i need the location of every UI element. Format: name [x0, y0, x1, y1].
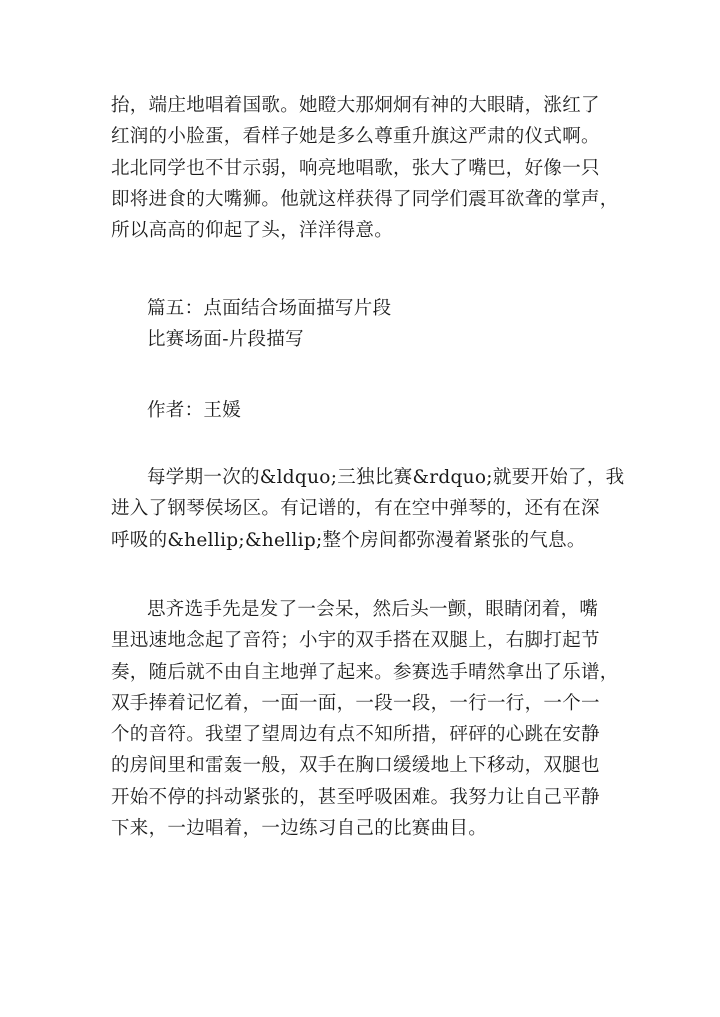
- text-line: 所以高高的仰起了头，洋洋得意。: [111, 220, 394, 242]
- text-line: 即将进食的大嘴狮。他就这样获得了同学们震耳欲聋的掌声，: [111, 188, 619, 210]
- paragraph-national-anthem: [111, 90, 619, 246]
- text-line: 思齐选手先是发了一会呆，然后头一颤，眼睛闭着，嘴: [147, 599, 599, 620]
- text-line: 奏，随后就不由自主地弹了起来。参赛选手晴然拿出了乐谱，: [111, 661, 619, 683]
- section-heading: [111, 293, 616, 356]
- text-line: 每学期一次的&ldquo;三独比赛&rdquo;就要开始了，我: [147, 467, 625, 488]
- section-subtitle: 比赛场面-片段描写: [147, 329, 304, 351]
- paragraph-competition-intro: [111, 462, 625, 556]
- text-line: 北北同学也不甘示弱，响亮地唱歌，张大了嘴巴，好像一只: [111, 157, 600, 179]
- text-line: 双手捧着记忆着，一面一面，一段一段，一行一行，一个一: [111, 692, 600, 714]
- text-line: 呼吸的&hellip;&hellip;整个房间都弥漫着紧张的气息。: [111, 529, 586, 551]
- text-line: 进入了钢琴侯场区。有记谱的，有在空中弹琴的，还有在深: [111, 498, 600, 520]
- text-line: 里迅速地念起了音符；小宇的双手搭在双腿上，右脚打起节: [111, 630, 600, 652]
- author-name: 作者：王媛: [147, 400, 242, 421]
- text-line: 开始不停的抖动紧张的，甚至呼吸困难。我努力让自己平静: [111, 786, 600, 808]
- text-line: 下来，一边唱着，一边练习自己的比赛曲目。: [111, 818, 488, 840]
- text-line: 个的音符。我望了望周边有点不知所措，砰砰的心跳在安静: [111, 724, 600, 746]
- text-line: 抬，端庄地唱着国歌。她瞪大那炯炯有神的大眼睛，涨红了: [111, 95, 600, 116]
- text-line: 的房间里和雷轰一般，双手在胸口缓缓地上下移动，双腿也: [111, 755, 600, 777]
- paragraph-contestants: [111, 594, 619, 844]
- section-title: 篇五：点面结合场面描写片段: [147, 298, 392, 319]
- text-line: 红润的小脸蛋，看样子她是多么尊重升旗这严肃的仪式啊。: [111, 126, 600, 148]
- author-line: [111, 395, 616, 426]
